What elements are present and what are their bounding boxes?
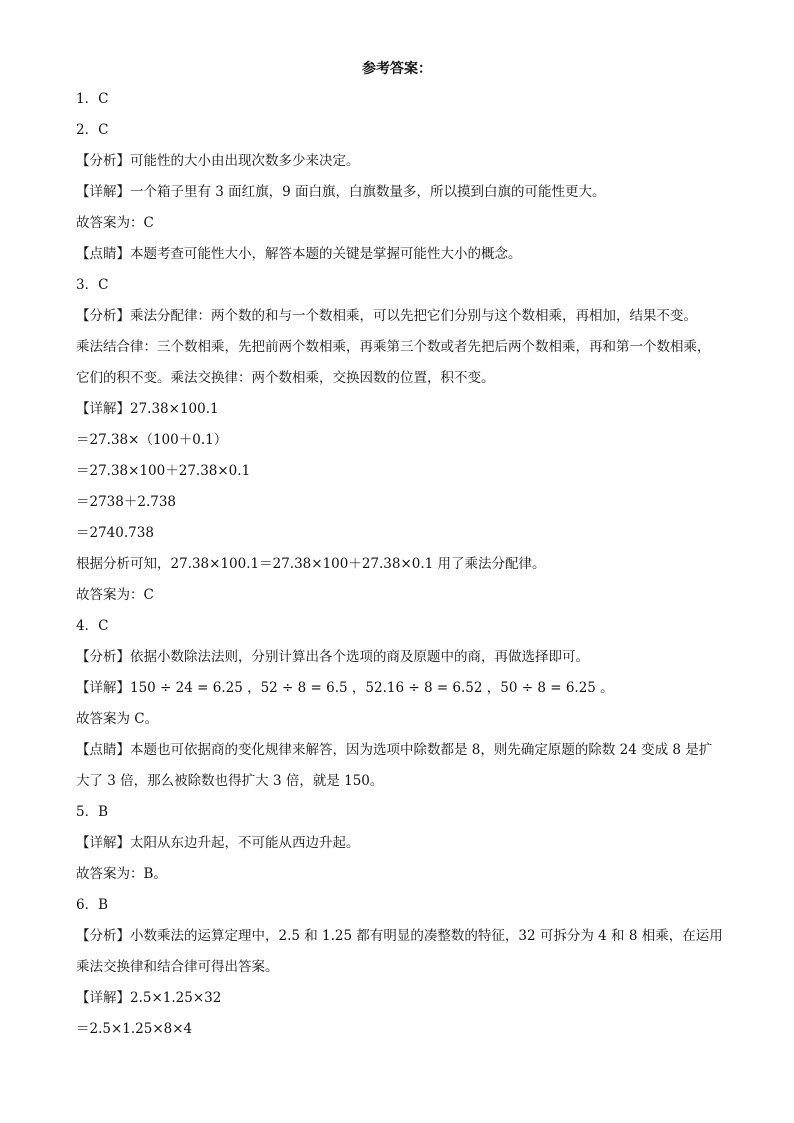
text-line: 故答案为：B。: [76, 866, 167, 882]
text-line: ＝2.5×1.25×8×4: [76, 1021, 193, 1037]
text-line: 乘法交换律和结合律可得出答案。: [76, 959, 279, 975]
text-line: ＝2740.738: [76, 525, 154, 541]
text-line: 【点睛】本题也可依据商的变化规律来解答，因为选项中除数都是 8，则先确定原题的除数 24 变成 8 是扩: [76, 742, 713, 758]
text-line: 1．C: [76, 91, 109, 107]
text-line: 6．B: [76, 897, 109, 913]
answer-content: [76, 84, 736, 1045]
text-line: 故答案为：C: [76, 587, 154, 603]
text-line: ＝2738＋2.738: [76, 494, 177, 510]
text-line: 【详解】150 ÷ 24 = 6.25 ，52 ÷ 8 = 6.5 ，52.16 ÷ 8 = 6.52 ，50 ÷ 8 = 6.25 。: [76, 680, 614, 696]
page-title: 参考答案：: [362, 61, 432, 77]
text-line: 【点睛】本题考查可能性大小，解答本题的关键是掌握可能性大小的概念。: [76, 246, 522, 262]
text-line: 乘法结合律：三个数相乘，先把前两个数相乘，再乘第三个数或者先把后两个数相乘，再和第一个数相乘，: [76, 339, 711, 355]
text-line: 【分析】小数乘法的运算定理中，2.5 和 1.25 都有明显的凑整数的特征，32 可拆分为 4 和 8 相乘，在运用: [76, 928, 723, 944]
text-line: 5．B: [76, 804, 109, 820]
text-line: 【详解】27.38×100.1: [76, 401, 219, 417]
text-line: ＝27.38×100＋27.38×0.1: [76, 463, 251, 479]
text-line: 【详解】太阳从东边升起，不可能从西边升起。: [76, 835, 360, 851]
text-line: 4．C: [76, 618, 109, 634]
text-line: 它们的积不变。乘法交换律：两个数相乘，交换因数的位置，积不变。: [76, 370, 495, 386]
text-line: 2．C: [76, 122, 109, 138]
text-line: 大了 3 倍，那么被除数也得扩大 3 倍，就是 150。: [76, 773, 384, 789]
text-line: 【分析】乘法分配律：两个数的和与一个数相乘，可以先把它们分别与这个数相乘，再相加，结果不变。: [76, 308, 697, 324]
text-line: 根据分析可知，27.38×100.1＝27.38×100＋27.38×0.1 用了乘法分配律。: [76, 556, 546, 572]
text-line: 故答案为 C。: [76, 711, 159, 727]
text-line: 【详解】2.5×1.25×32: [76, 990, 222, 1006]
text-line: 【分析】依据小数除法法则，分别计算出各个选项的商及原题中的商，再做选择即可。: [76, 649, 589, 665]
text-line: 3．C: [76, 277, 109, 293]
text-line: 故答案为：C: [76, 215, 154, 231]
text-line: 【分析】可能性的大小由出现次数多少来决定。: [76, 153, 360, 169]
text-line: ＝27.38×（100＋0.1）: [76, 432, 228, 448]
text-line: 【详解】一个箱子里有 3 面红旗，9 面白旗，白旗数量多，所以摸到白旗的可能性更大。: [76, 184, 606, 200]
